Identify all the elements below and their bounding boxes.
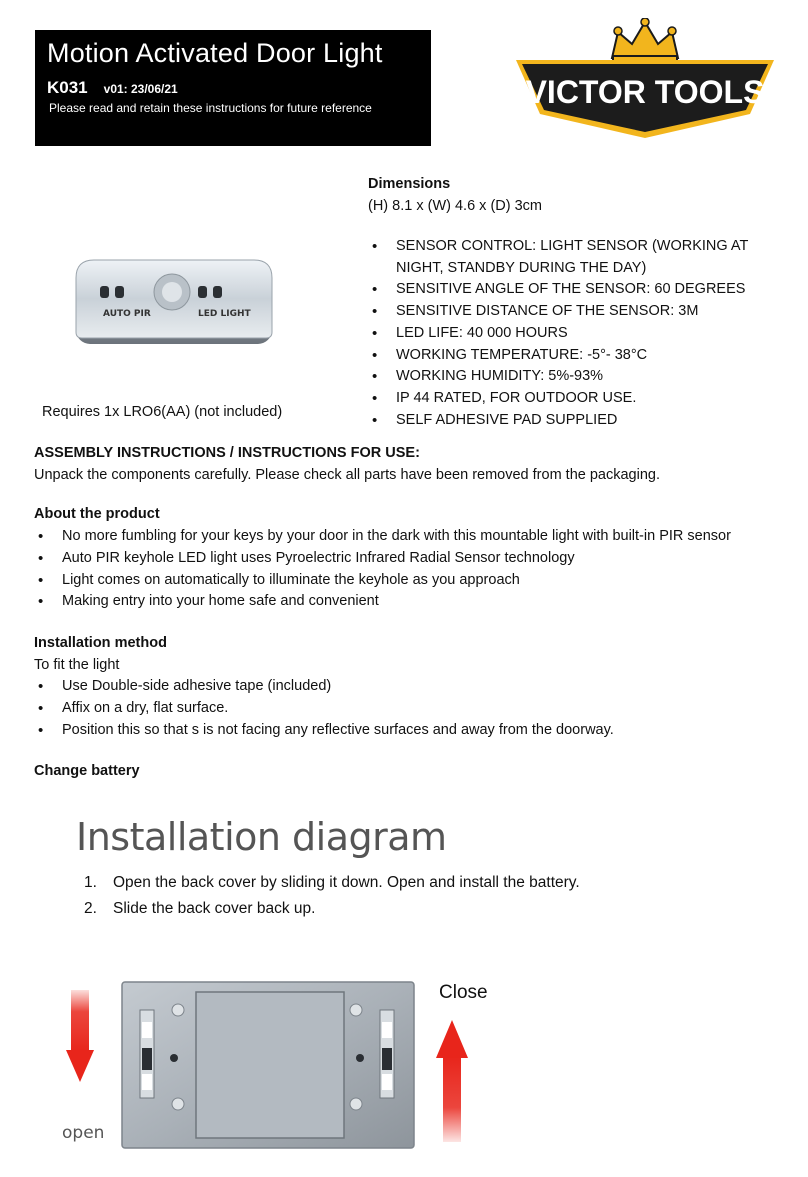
brand-text: VICTOR TOOLS [525, 74, 765, 110]
list-item: 2. Slide the back cover back up. [84, 900, 316, 917]
list-item: • SENSITIVE DISTANCE OF THE SENSOR: 3M [368, 301, 758, 323]
document-title: Motion Activated Door Light [47, 38, 383, 68]
list-item: • Light comes on automatically to illuminate the keyhole as you approach [34, 570, 774, 592]
list-item: • Making entry into your home safe and convenient [34, 591, 774, 613]
assembly-text: Unpack the components carefully. Please check all parts have been removed from the packaging. [34, 466, 660, 483]
change-battery-heading: Change battery [34, 763, 140, 780]
list-item: • IP 44 RATED, FOR OUTDOOR USE. [368, 388, 758, 410]
installation-heading: Installation method [34, 634, 167, 651]
installation-diagram [60, 970, 490, 1160]
about-heading: About the product [34, 506, 160, 523]
close-label: Close [439, 982, 488, 1003]
victor-tools-logo [514, 18, 776, 140]
retain-note: Please read and retain these instructions for future reference [49, 101, 372, 115]
diagram-title: Installation diagram [76, 815, 447, 859]
assembly-heading: ASSEMBLY INSTRUCTIONS / INSTRUCTIONS FOR USE: [34, 445, 420, 461]
crown-logo-icon [514, 18, 776, 140]
list-item: • No more fumbling for your keys by your door in the dark with this mountable light with built-in PIR sensor [34, 526, 774, 548]
list-item: • LED LIFE: 40 000 HOURS [368, 323, 758, 345]
open-label: open [62, 1123, 105, 1143]
dimensions-block [368, 174, 768, 217]
list-item: • Affix on a dry, flat surface. [34, 698, 774, 720]
list-item: • SELF ADHESIVE PAD SUPPLIED [368, 410, 758, 432]
list-item: 1. Open the back cover by sliding it down. Open and install the battery. [84, 874, 580, 891]
list-item: • WORKING HUMIDITY: 5%-93% [368, 366, 758, 388]
header-box [35, 30, 431, 146]
list-item: • Auto PIR keyhole LED light uses Pyroelectric Infrared Radial Sensor technology [34, 548, 774, 570]
installation-intro: To fit the light [34, 656, 120, 673]
list-item: • Use Double-side adhesive tape (included) [34, 676, 774, 698]
list-item: • Position this so that s is not facing any reflective surfaces and away from the doorway. [34, 720, 774, 742]
close-arrow-icon [432, 1018, 472, 1146]
list-item: • SENSITIVE ANGLE OF THE SENSOR: 60 DEGREES [368, 279, 758, 301]
led-light-label: LED LIGHT [198, 309, 251, 319]
auto-pir-label: AUTO PIR [103, 309, 151, 319]
open-arrow-icon [66, 990, 94, 1082]
instructions-body [34, 443, 774, 783]
product-image [72, 248, 278, 354]
dimensions-value: (H) 8.1 x (W) 4.6 x (D) 3cm [368, 197, 543, 214]
dimensions-heading: Dimensions [368, 176, 451, 192]
list-item: • WORKING TEMPERATURE: -5°- 38°C [368, 345, 758, 367]
list-item: • SENSOR CONTROL: LIGHT SENSOR (WORKING AT NIGHT, STANDBY DURING THE DAY) [368, 236, 758, 279]
specs-list [368, 236, 758, 431]
battery-note: Requires 1x LRO6(AA) (not included) [42, 404, 283, 420]
version-label: v01: 23/06/21 [103, 82, 178, 96]
steps-list [84, 870, 744, 922]
product-code: K031 [47, 78, 88, 97]
